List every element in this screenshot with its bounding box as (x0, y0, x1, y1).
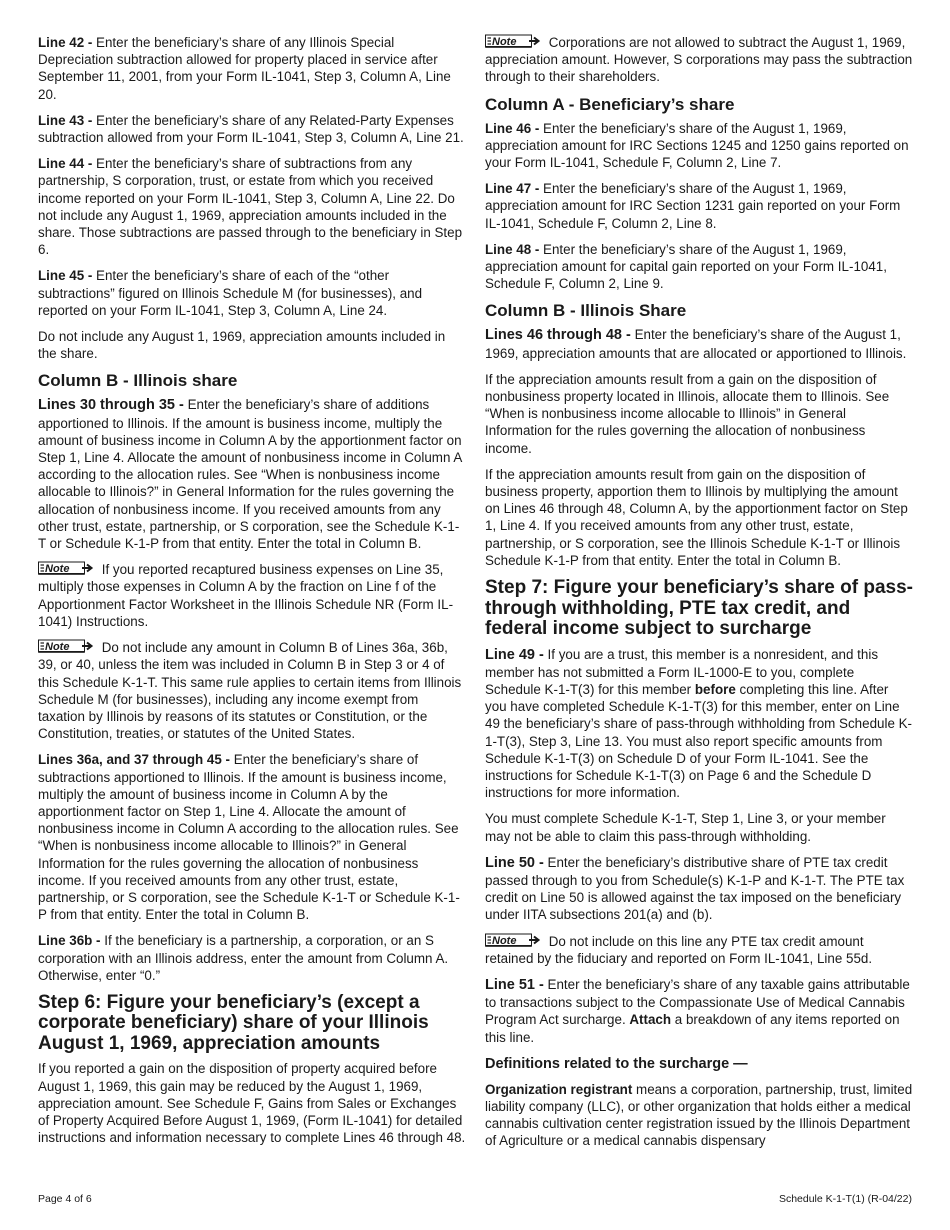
line-44-paragraph: Line 44 - Enter the beneficiary’s share of subtractions from any partnership, S corporation, trust, or estate from which you received income reported on your Form IL-1041, Step 3, Column A, Line 22. Do not include any August 1, 1969, appreciation amounts included in the share. Those subtractions are passed through to the beneficiary in Step 6. (38, 156, 463, 258)
nonbusiness-paragraph: If the appreciation amounts result from a gain on the disposition of nonbusiness property located in Illinois, allocate them to Illinois. See “When is nonbusiness income allocable to Illinois” in General Information for the rules governing the allocation of nonbusiness income. (485, 371, 890, 456)
definitions-heading: Definitions related to the surcharge — (485, 1055, 748, 1072)
line-45-paragraph: Line 45 - Enter the beneficiary’s share of each of the “other subtractions” figured on Illinois Schedule M (for businesses), and reported on your Form IL-1041, Step 3, Column A, Line 24. (38, 268, 423, 318)
lines-30-35-paragraph: Lines 30 through 35 - Enter the beneficiary’s share of additions apportioned to Illinois. If the amount is business income, multiply the amount of business income in Column A by the apportionment factor on Step 1, Line 4. Allocate the amount of nonbusiness income in Column A according to the allocation rules. See “When is nonbusiness income allocable to Illinois?” in General Information for the rules governing the allocation of nonbusiness income. If you received amounts from any other trust, estate, partnership, or S corporation, see the Schedule K-1-T or Schedule K-1-P from that entity. Enter the total in Column B. (38, 397, 462, 552)
step-7-heading: Step 7: Figure your beneficiary’s share of pass-through withholding, PTE tax credit, and federal income subject to surcharge (485, 577, 913, 640)
must-complete-paragraph: You must complete Schedule K-1-T, Step 1, Line 3, or your member may not be able to claim this pass-through withholding. (485, 811, 886, 844)
note-recaptured-expenses: Note If you reported recaptured business expenses on Line 35, multiply those expenses in Column A by the fraction on Line f of the Apportionment Factor Worksheet in the Illinois Schedule NR (Form IL-1041) Instructions. (38, 562, 454, 629)
right-column (485, 34, 913, 1159)
note-icon (38, 639, 94, 654)
form-identifier: Schedule K-1-T(1) (R-04/22) (778, 1193, 912, 1205)
page-number: Page 4 of 6 (38, 1193, 92, 1205)
line-36b-paragraph: Line 36b - If the beneficiary is a partnership, a corporation, or an S corporation with an Illinois address, enter the amount from Column A. Otherwise, enter “0.” (38, 933, 449, 983)
column-b-heading: Column B - Illinois share (38, 371, 238, 391)
note-icon (485, 933, 541, 948)
note-column-b-lines: Note Do not include any amount in Column B of Lines 36a, 36b, 39, or 40, unless the item was included in Column B in Step 3 or 4 of this Schedule K-1-T. This same rule applies to certain items from Illinois Schedule M (for businesses), including any income exempt from taxation by Illinois by reasons of its statutes or Constitution, or the Constitution, treaties, or statutes of the United States. (38, 640, 462, 742)
lines-46-48-paragraph: Lines 46 through 48 - Enter the beneficiary’s share of the August 1, 1969, appreciation amounts that are allocated or apportioned to Illinois. (485, 327, 907, 361)
note-icon (38, 561, 94, 576)
line-47-paragraph: Line 47 - Enter the beneficiary’s share of the August 1, 1969, appreciation amount for IRC Section 1231 gain reported on your Form IL-1041, Schedule F, Column 2, Line 8. (485, 181, 901, 231)
line-50-paragraph: Line 50 - Enter the beneficiary’s distributive share of PTE tax credit passed through to you from Schedule(s) K-1-P and K-1-T. The PTE tax credit on Line 50 is allowed against the tax imposed on the beneficiary under IITA subsections 201(a) and (b). (485, 854, 905, 923)
business-paragraph: If the appreciation amounts result from gain on the disposition of business property, apportion them to Illinois by multiplying the amount on Lines 46 through 48, Column A, by the apportionment factor on Step 1, Line 4. If you received amounts from any other trust, estate, partnership, or S corporation, see the Illinois Schedule K-1-T or Illinois Schedule K-1-P from that entity. Enter the total in Column B. (485, 466, 908, 568)
line-46-paragraph: Line 46 - Enter the beneficiary’s share of the August 1, 1969, appreciation amount for IRC Sections 1245 and 1250 gains reported on your Form IL-1041, Schedule F, Column 2, Line 7. (485, 120, 909, 171)
line-43-paragraph: Line 43 - Enter the beneficiary’s share of any Related-Party Expenses subtraction allowed from your Form IL-1041, Step 3, Column A, Line 21. (38, 112, 464, 146)
lines-36a-37-45-paragraph: Lines 36a, and 37 through 45 - Enter the beneficiary’s share of subtractions apportioned to Illinois. If the amount is business income, multiply the amount of business income in Column A by the apportionment factor on Step 1, Line 4. Allocate the amount of nonbusiness income in Column A according to the allocation rules. See “When is nonbusiness income allocable to Illinois?” in General Information for the rules governing the allocation of nonbusiness income. If you received amounts from any other trust, estate, partnership, or S corporation, see the Schedule K-1-T or Schedule K-1-P from that entity. Enter the total in Column B. (38, 752, 460, 923)
svg-text:Note: Note (45, 563, 70, 576)
note-pte-credit: Note Do not include on this line any PTE tax credit amount retained by the fiduciary and reported on Form IL-1041, Line 55d. (485, 933, 873, 966)
line-48-paragraph: Line 48 - Enter the beneficiary’s share of the August 1, 1969, appreciation amount for capital gain reported on your Form IL-1041, Schedule F, Column 2, Line 9. (485, 241, 887, 292)
line-49-paragraph: Line 49 - If you are a trust, this member is a nonresident, and this member has not submitted a Form IL-1000-E to you, complete Schedule K-1-T(3) for this member before completing this line. After you have completed Schedule K-1-T(3) for this member, enter on Line 49 the beneficiary’s share of pass-through withholding from Schedule K-1-T(3), Step 3, Line 13. You must also report specific amounts from Schedule K-1-T(3) on Schedule D of your Form IL-1041. See the instructions for Schedule K-1-T(3) on Page 6 and the Schedule D instructions for more information. (485, 646, 913, 801)
do-not-include-paragraph: Do not include any August 1, 1969, appreciation amounts included in the share. (38, 329, 446, 362)
line-42-paragraph: Line 42 - Enter the beneficiary’s share of any Illinois Special Depreciation subtraction allowed for property placed in service after September 11, 2001, from your Form IL-1041, Step 3, Column A, Line 20. (38, 35, 451, 102)
svg-text:Note: Note (45, 641, 70, 654)
line-51-paragraph: Line 51 - Enter the beneficiary’s share of any taxable gains attributable to transactions subject to the Compassionate Use of Medical Cannabis Program Act surcharge. Attach a breakdown of any items reported on this line. (485, 977, 910, 1045)
column-b-illinois-heading: Column B - Illinois Share (485, 301, 687, 321)
step-6-heading: Step 6: Figure your beneficiary’s (except a corporate beneficiary) share of your Illinois August 1, 1969, appreciation amounts (38, 991, 429, 1054)
svg-text:Note: Note (492, 36, 517, 48)
step-6-paragraph: If you reported a gain on the disposition of property acquired before August 1, 1969, this gain may be reduced by the August 1, 1969, appreciation amount. See Schedule F, Gains from Sales or Exchanges of Property Acquired Before August 1, 1969, (Form IL-1041) for detailed instructions and information necessary to complete Lines 46 through 48. (38, 1061, 466, 1146)
organization-registrant-paragraph: Organization registrant means a corporation, partnership, trust, limited liability company (LLC), or other organization that holds either a medical cannabis cultivation center registration issued by the Illinois Department of Agriculture or a medical cannabis dispensary (485, 1081, 913, 1149)
note-corporations: Note Corporations are not allowed to subtract the August 1, 1969, appreciation amount. However, S corporations may pass the subtraction through to their shareholders. (485, 35, 913, 85)
left-column (38, 34, 466, 1155)
note-icon (485, 34, 541, 49)
column-a-heading: Column A - Beneficiary’s share (485, 94, 735, 114)
svg-text:Note: Note (492, 934, 517, 947)
